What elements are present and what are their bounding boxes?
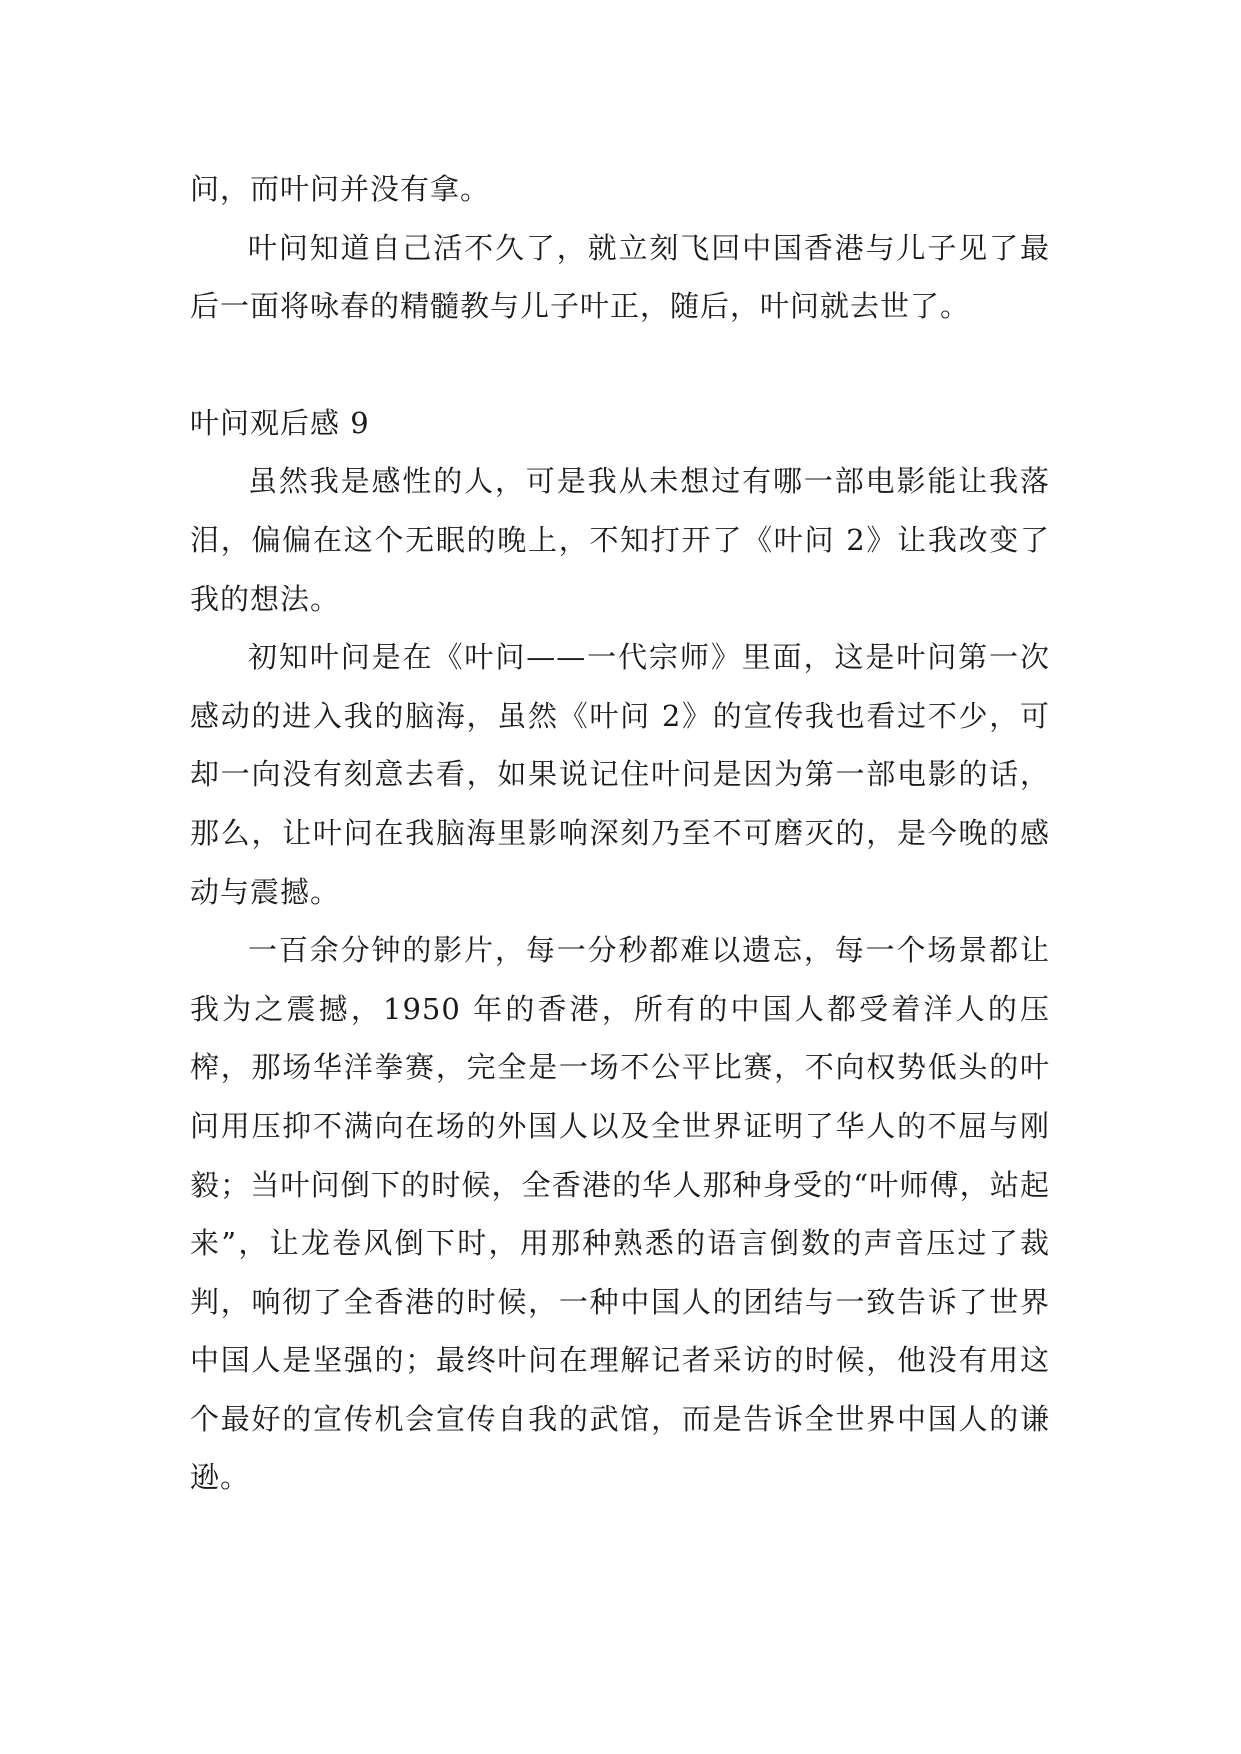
paragraph: 一百余分钟的影片，每一分秒都难以遗忘，每一个场景都让我为之震撼，1950 年的香港，所有的中国人都受着洋人的压榨，那场华洋拳赛，完全是一场不公平比赛，不向权势低头的叶问用压抑不满向在场的外国人以及全世界证明了华人的不屈与刚毅；当叶问倒下的时候，全香港的华人那种身受的“叶师傅，站起来”，让龙卷风倒下时，用那种熟悉的语言倒数的声音压过了裁判，响彻了全香港的时候，一种中国人的团结与一致告诉了世界中国人是坚强的；最终叶问在理解记者采访的时候，他没有用这个最好的宣传机会宣传自我的武馆，而是告诉全世界中国人的谦逊。 xyxy=(190,933,1050,1495)
paragraph-continued: 问，而叶问并没有拿。 xyxy=(190,172,491,206)
document-body xyxy=(190,160,1050,1507)
section-spacer xyxy=(190,336,1050,394)
paragraph: 虽然我是感性的人，可是我从未想过有哪一部电影能让我落泪，偏偏在这个无眠的晚上，不知打开了《叶问 2》让我改变了我的想法。 xyxy=(190,464,1050,616)
section-heading: 叶问观后感 9 xyxy=(190,405,370,440)
paragraph: 叶问知道自己活不久了，就立刻飞回中国香港与儿子见了最后一面将咏春的精髓教与儿子叶正，随后，叶问就去世了。 xyxy=(190,230,1050,324)
paragraph: 初知叶问是在《叶问——一代宗师》里面，这是叶问第一次感动的进入我的脑海，虽然《叶问 2》的宣传我也看过不少，可却一向没有刻意去看，如果说记住叶问是因为第一部电影的话，那么，让叶问在我脑海里影响深刻乃至不可磨灭的，是今晚的感动与震撼。 xyxy=(190,640,1050,909)
